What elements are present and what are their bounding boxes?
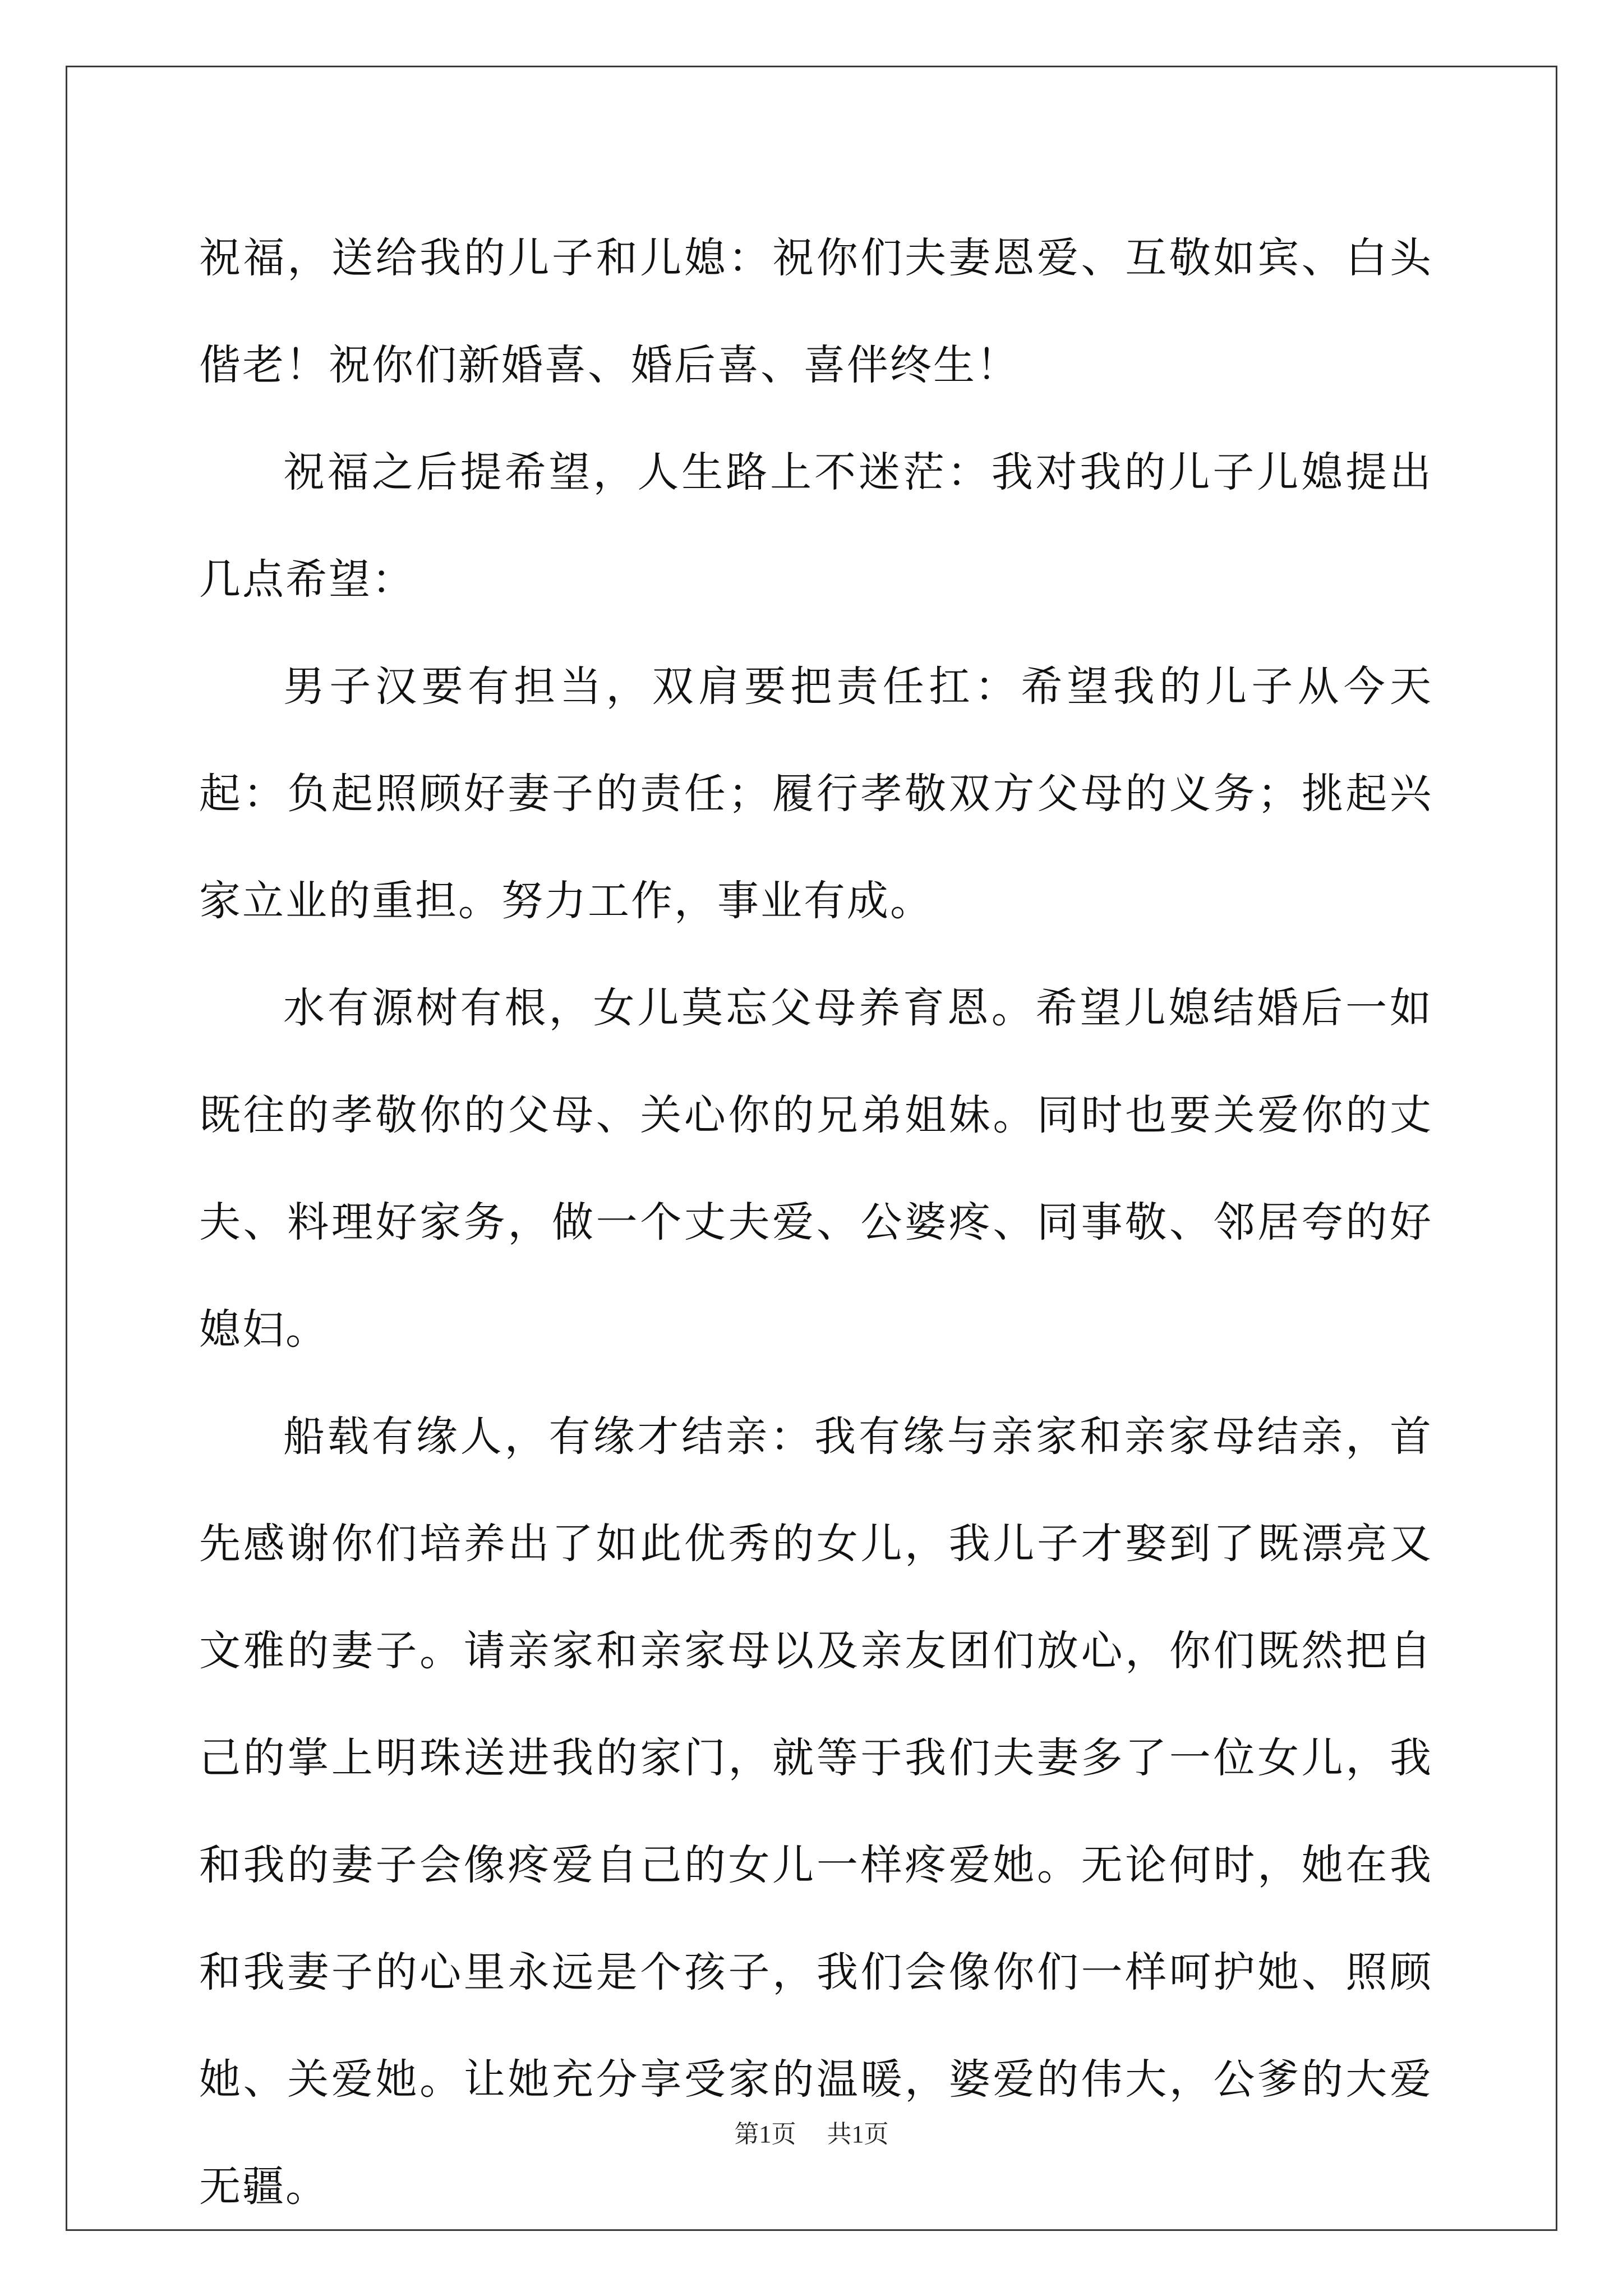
- page-number-total: 共1页: [827, 2120, 889, 2148]
- paragraph-3: 男子汉要有担当，双肩要把责任扛：希望我的儿子从今天起：负起照顾好妻子的责任；履行孝敬双方父母的义务；挑起兴家立业的重担。努力工作，事业有成。: [199, 662, 1433, 925]
- page-footer: [0, 2114, 1623, 2150]
- paragraph-5: 船载有缘人，有缘才结亲：我有缘与亲家和亲家母结亲，首先感谢你们培养出了如此优秀的女儿，我儿子才娶到了既漂亮又文雅的妻子。请亲家和亲家母以及亲友团们放心，你们既然把自己的掌上明珠送进我的家门，就等于我们夫妻多了一位女儿，我和我的妻子会像疼爱自己的女儿一样疼爱她。无论何时，她在我和我妻子的心里永远是个孩子，我们会像你们一样呵护她、照顾她、关爱她。让她充分享受家的温暖，婆爱的伟大，公爹的大爱无疆。: [199, 1412, 1433, 2211]
- page-number-current: 第1页: [734, 2120, 796, 2148]
- paragraph-1: 祝福，送给我的儿子和儿媳：祝你们夫妻恩爱、互敬如宾、白头偕老！祝你们新婚喜、婚后喜、喜伴终生！: [199, 234, 1433, 389]
- document-body: [199, 205, 1433, 2240]
- paragraph-4: 水有源树有根，女儿莫忘父母养育恩。希望儿媳结婚后一如既往的孝敬你的父母、关心你的兄弟姐妹。同时也要关爱你的丈夫、料理好家务，做一个丈夫爱、公婆疼、同事敬、邻居夸的好媳妇。: [199, 984, 1433, 1354]
- paragraph-2: 祝福之后提希望，人生路上不迷茫：我对我的儿子儿媳提出几点希望：: [199, 448, 1433, 604]
